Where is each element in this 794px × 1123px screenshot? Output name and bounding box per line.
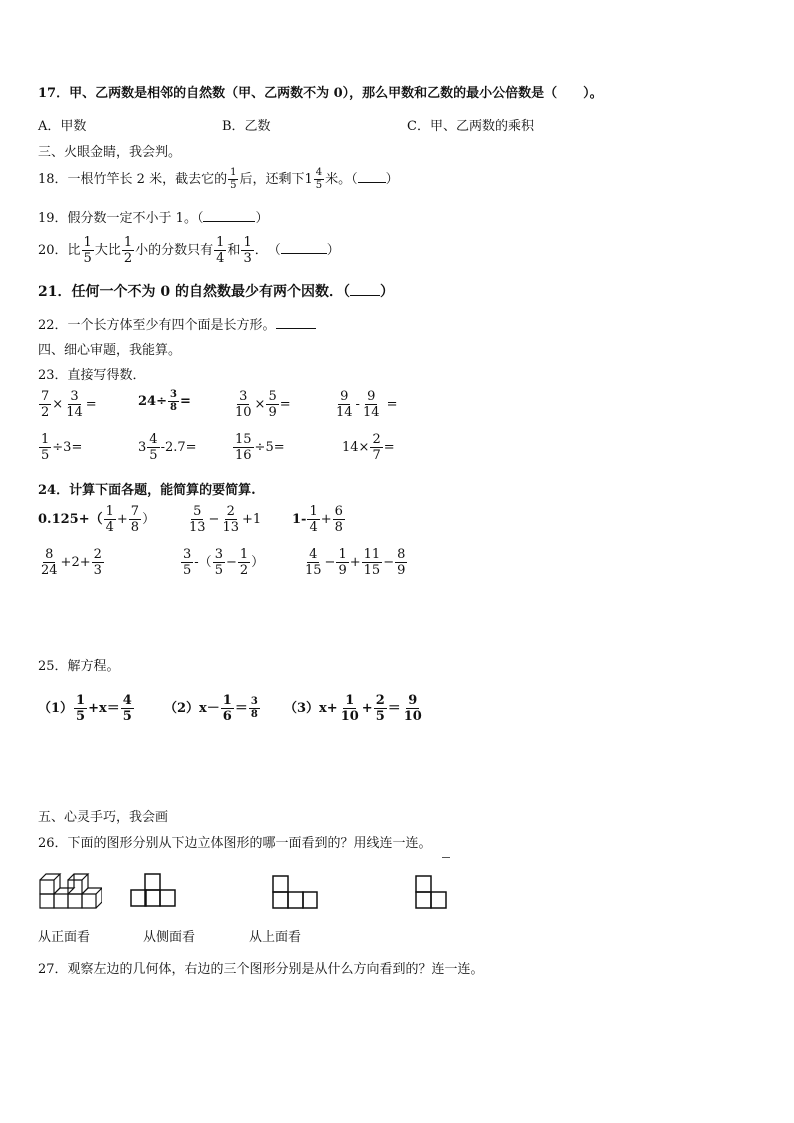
section-5-heading: 五、心灵手巧，我会画 (38, 810, 169, 825)
q25-equation-1: （1） $\frac{1}{5}$ +x＝ $\frac{4}{5}$ (38, 693, 132, 724)
q23-item-6: 3 $\frac{4}{5}$ -2.7= (138, 432, 197, 463)
q24-title: 24．计算下面各题，能简算的要简算. (38, 483, 256, 498)
q25-title: 25．解方程。 (38, 659, 120, 674)
q26-solid-figure (38, 864, 102, 910)
q24-item-3: 1- $\frac{1}{4}$ + $\frac{6}{8}$ (292, 504, 343, 535)
q24-item-6: $\frac{4}{15}$ − $\frac{1}{9}$ + $\frac{11}{15}$ − $\frac{8}{9}$ (305, 547, 406, 578)
scan-mark (442, 857, 450, 858)
q20-text: 20．比 $\frac{1}{5}$ 大比 $\frac{1}{2}$ 小的分数只有 $\frac{1}{4}$ 和 $\frac{1}{3}$ ． （ ） (38, 235, 340, 266)
q22-text: 22．一个长方体至少有四个面是长方形。 (38, 314, 316, 333)
q17-option-c[interactable]: C．甲、乙两数的乘积 (407, 119, 534, 134)
q23-item-7: $\frac{15}{16}$ ÷5= (235, 432, 285, 463)
q25-equation-3: （3）x+ $\frac{1}{10}$ + $\frac{2}{5}$ ＝ $\frac{9}{10}$ (284, 693, 422, 724)
q23-title: 23．直接写得数． (38, 368, 146, 383)
q19-text: 19．假分数一定不小于 1。（ ） (38, 211, 269, 226)
q20-answer-blank[interactable] (281, 253, 327, 254)
q26-view-figure-2 (272, 874, 318, 910)
q27-text: 27．观察左边的几何体，右边的三个图形分别是从什么方向看到的？连一连。 (38, 962, 484, 977)
q23-item-1: $\frac{7}{2}$ × $\frac{3}{14}$ = (41, 389, 97, 420)
q19-answer-blank[interactable] (203, 221, 255, 222)
q23-item-2: 24÷ $\frac{3}{8}$ = (138, 389, 191, 413)
section-3-heading: 三、火眼金睛，我会判。 (38, 145, 182, 160)
q18-text: 18．一根竹竿长 2 米，截去它的 $\frac{1}{5}$ 后，还剩下1 $\frac{4}{5}$ 米。（ ） (38, 167, 399, 191)
q17-option-a[interactable]: A．甲数 (38, 119, 87, 134)
q24-item-5: $\frac{3}{5}$ -（ $\frac{3}{5}$ − $\frac{1}{2}$ ） (183, 547, 265, 578)
q26-view-figure-1 (130, 872, 176, 908)
q24-item-2: $\frac{5}{13}$ − $\frac{2}{13}$ +1 (189, 504, 262, 535)
q23-item-5: $\frac{1}{5}$ ÷3= (41, 432, 83, 463)
q17-text: 17．甲、乙两数是相邻的自然数（甲、乙两数不为 0），那么甲数和乙数的最小公倍数是（ ）。 (38, 86, 603, 101)
q24-item-4: $\frac{8}{24}$ +2+ $\frac{2}{3}$ (41, 547, 102, 578)
q21-answer-blank[interactable] (350, 295, 380, 296)
label-top-view: 从上面看 (249, 930, 302, 945)
label-side-view: 从侧面看 (143, 930, 196, 945)
q26-text: 26．下面的图形分别从下边立体图形的哪一面看到的？用线连一连。 (38, 836, 432, 851)
q23-item-4: $\frac{9}{14}$ - $\frac{9}{14}$ = (336, 389, 398, 420)
q26-view-figure-3 (414, 874, 448, 910)
q22-answer-blank[interactable] (276, 328, 316, 329)
q23-item-8: 14× $\frac{2}{7}$ = (342, 432, 395, 463)
section-4-heading: 四、细心审题，我能算。 (38, 343, 182, 358)
label-front-view: 从正面看 (38, 930, 91, 945)
q17-option-b[interactable]: B．乙数 (222, 119, 271, 134)
q18-answer-blank[interactable] (358, 182, 386, 183)
q24-item-1: 0.125+（ $\frac{1}{4}$ + $\frac{7}{8}$ ） (38, 504, 156, 535)
q25-equation-2: （2）x－ $\frac{1}{6}$ ＝ $\frac{3}{8}$ (164, 693, 258, 724)
q21-text: 21．任何一个不为 0 的自然数最少有两个因数．（ ） (38, 284, 394, 300)
q23-item-3: $\frac{3}{10}$ × $\frac{5}{9}$ = (235, 389, 291, 420)
